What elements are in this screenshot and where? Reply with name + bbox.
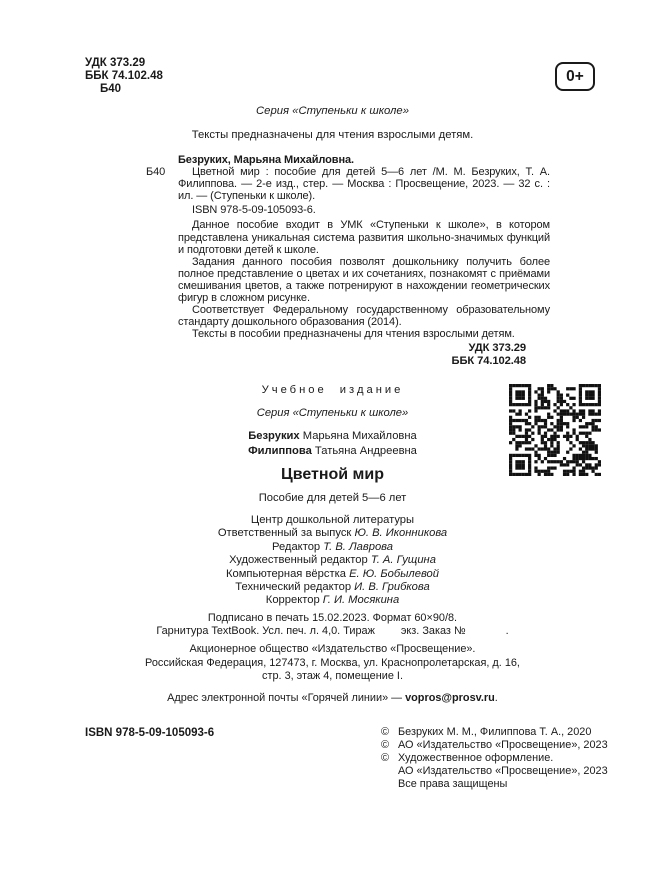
imprint-block [15,384,650,608]
staff-name: Т. А. Гущина [370,554,436,567]
bbk-number-right: ББК 74.102.48 [451,355,526,368]
copyright-text: АО «Издательство «Просвещение», 2023 [398,765,608,777]
card-author-heading: Безруких, Марьяна Михайловна. [178,154,354,166]
udc-number-right: УДК 373.29 [468,342,526,355]
classification-block [85,57,163,96]
book-title: Цветной мир [281,466,384,483]
annotation-paragraph: Тексты в пособии предназначены для чтения взрослыми детям. [192,328,515,341]
annotation-paragraph: Соответствует Федеральному государственному образовательному стандарту дошкольного образования (2014). [178,304,550,329]
staff-name: Е. Ю. Бобылевой [349,567,439,580]
annotation-paragraph: Данное пособие входит в УМК «Ступеньки к школе», в котором представлена уникальная система развития школьно-значимых функций и подготовки детей к школе. [178,219,550,256]
author-given-name: Марьяна Михайловна [302,430,417,442]
staff-role: Центр дошкольной литературы [250,514,415,526]
staff-line [15,541,650,554]
annotation-paragraph: Задания данного пособия позволят дошкольнику получить более полное представление о цветах и их сочетаниях, познакомят с приёмами смешивания цветов, а также потренируют в нахождении геометрических фигур в сложном рисунке. [178,255,550,305]
copyright-sign: © [381,752,390,764]
age-rating-badge: 0+ [555,62,595,91]
bbk-number: ББК 74.102.48 [85,70,163,82]
card-isbn: ISBN 978-5-09-105093-6. [192,204,316,217]
copyright-sign: © [381,739,390,751]
staff-name: И. В. Грибкова [354,581,430,594]
copyright-line [381,726,608,739]
hotline-email-line [15,692,650,705]
hotline-email: vopros@prosv.ru [405,692,495,705]
staff-role: Редактор [271,540,321,553]
author-line [15,444,650,459]
author-lines [15,429,650,458]
staff-role: Корректор [265,594,320,607]
author-sign: Б40 [100,83,122,95]
author-surname: Филиппова [248,444,312,457]
author-given-name: Татьяна Андреевна [314,444,417,457]
line-period: . [494,692,498,705]
edition-type: Учебное издание [261,384,404,396]
order-label: экз. Заказ № [400,625,466,638]
footer-isbn: ISBN 978-5-09-105093-6 [85,727,215,739]
print-run-line [15,625,650,638]
print-date-line: Подписано в печать 15.02.2023. Формат 60×90/8. [207,612,458,624]
staff-line [15,581,650,594]
staff-role: Ответственный за выпуск [217,527,352,540]
copyright-line [381,739,608,752]
staff-name: Г. И. Мосякина [322,594,400,607]
staff-name: Т. В. Лаврова [323,540,393,553]
staff-line [15,568,650,581]
typeface-info: Гарнитура TextBook. Усл. печ. л. 4,0. Тираж [156,625,375,638]
classification-right-block [178,342,550,368]
staff-role: Технический редактор [235,581,352,594]
imprint-series: Серия «Ступеньки к школе» [256,407,409,419]
read-aloud-note: Тексты предназначены для чтения взрослыми детям. [191,129,474,141]
staff-line [15,594,650,607]
staff-line [15,527,650,540]
line-period: . [505,625,509,638]
copyright-line [381,778,608,791]
staff-role: Художественный редактор [229,554,368,567]
publisher-address-line: Российская Федерация, 127473, г. Москва, ул. Краснопролетарская, д. 16, [145,656,520,669]
staff-name: Ю. В. Иконникова [354,527,448,540]
email-label: Адрес электронной почты «Горячей линии» — [167,692,406,705]
copyright-sign: © [381,726,390,738]
author-line [15,429,650,444]
copyright-text: АО «Издательство «Просвещение», 2023 [398,739,608,751]
copyright-text: Безруких М. М., Филиппова Т. А., 2020 [398,726,592,738]
book-subtitle: Пособие для детей 5—6 лет [258,492,407,504]
publisher-address-line: стр. 3, этаж 4, помещение I. [262,669,403,682]
publisher-block [15,643,650,683]
print-info-block [15,612,650,705]
series-note: Серия «Ступеньки к школе» [256,105,409,117]
author-surname: Безруких [248,430,300,442]
staff-line [15,514,650,527]
copyright-block [381,726,608,791]
copyright-text: Художественное оформление. [398,752,554,764]
catalog-card [146,154,550,368]
publisher-name: Акционерное общество «Издательство «Просвещение». [189,643,476,656]
copyright-text: Все права защищены [398,778,508,790]
staff-line [15,554,650,567]
copyright-line [381,752,608,765]
staff-role: Компьютерная вёрстка [226,567,346,580]
copyright-line [381,765,608,778]
staff-list [15,514,650,608]
udc-number: УДК 373.29 [85,57,146,69]
card-author-sign: Б40 [146,166,166,179]
card-bibliographic-description: Цветной мир : пособие для детей 5—6 лет /М. М. Безруких, Т. А. Филиппова. — 2-е изд., стер. — Москва : Просвещение, 2023. — 32 с. : ил. — (Ступеньки к школе). [178,166,550,203]
card-description-block [146,166,550,203]
